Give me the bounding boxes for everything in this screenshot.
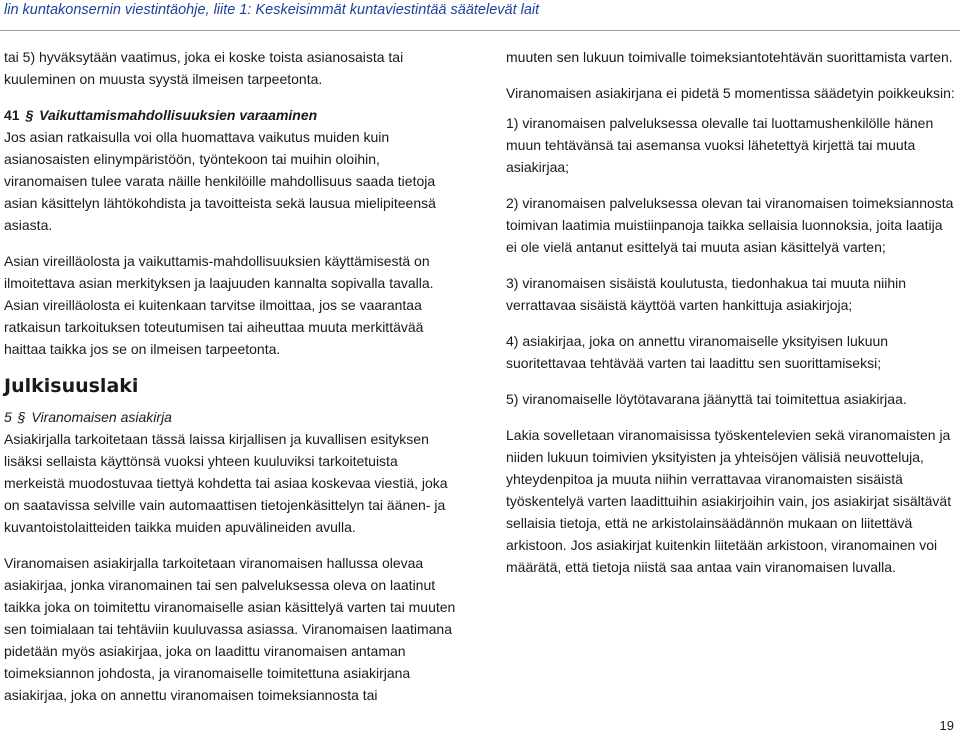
right-paragraph-last: Lakia sovelletaan viranomaisissa työskentelevien sekä viranomaisten ja niiden lukuun toimivien yksityisten ja yhteisöjen välisiä neuvotteluja, yhteydenpitoa ja muuta niihin verrattavaa viranomaisten sisäistä työskentelyä varten laadittuihin asiakirjoihin vain, jos asiakirjat sisältävät sellaisia tietoja, että ne arkistolainsäädännön mukaan on liitettävä arkistoon. Jos asiakirjat kuitenkin liitetään arkistoon, viranomainen voi määrätä, että tietoja niistä saa antaa vain viranomaisen luvalla. <box>506 427 952 575</box>
section-41-paragraph-1: Jos asian ratkaisulla voi olla huomattava vaikutus muiden kuin asianosaisten elinympäristöön, työntekoon tai muihin oloihin, viranomaisen tulee varata näille henkilöille mahdollisuus saada tietoja asian käsittelyn lähtökohdista ja tavoitteista sekä lausua mielipiteensä asiasta. <box>4 129 436 233</box>
section-5-paragraph-2: Viranomaisen asiakirjalla tarkoitetaan viranomaisen hallussa olevaa asiakirjaa, jonka viranomainen tai sen palveluksessa oleva on laatinut taikka joka on toimitettu viranomaiselle asian käsittelyä varten tai muuten sen toimialaan tai tehtäviin kuuluvassa asiassa. Viranomaisen laatimana pidetään myös asiakirjaa, joka on laadittu viranomaisen antaman toimeksiannon johdosta, ja viranomaiselle toimitettuna asiakirjana asiakirjaa, joka on annettu viranomaisen toimeksiannosta tai <box>4 555 456 703</box>
section-41-number: 41 <box>4 107 20 123</box>
section-symbol-icon: § <box>17 409 26 425</box>
section-41-title: Vaikuttamismahdollisuuksien varaaminen <box>39 107 318 123</box>
intro-paragraph: tai 5) hyväksytään vaatimus, joka ei koske toista asianosaista tai kuuleminen on muusta syystä ilmeisen tarpeetonta. <box>4 49 404 87</box>
law-title: Julkisuuslaki <box>4 375 139 397</box>
right-column <box>506 46 956 578</box>
section-5-heading <box>4 406 459 428</box>
left-column <box>4 46 459 706</box>
list-item: 2) viranomaisen palveluksessa olevan tai viranomaisen toimeksiannosta toimivan laatimia muistiinpanoja taikka sellaisia luonnoksia, joita laatija ei ole vielä antanut esittelyä tai muuta asian käsittelyä varten; <box>506 195 954 255</box>
list-item: 4) asiakirjaa, joka on annettu viranomaiselle yksityisen lukuun suoritettavaa tehtävää varten tai laadittu sen suorittamiseksi; <box>506 333 889 371</box>
right-paragraph-0: muuten sen lukuun toimivalle toimeksiantotehtävän suorittamista varten. <box>506 49 953 65</box>
section-41-heading <box>4 104 459 126</box>
section-5-paragraph-1: Asiakirjalla tarkoitetaan tässä laissa kirjallisen ja kuvallisen esityksen lisäksi sellaista käyttönsä vuoksi yhteen kuuluviksi tarkoitetuista merkeistä muodostuvaa tiettyä kohdetta tai asiaa koskevaa viestiä, joka on saatavissa selville vain automaattisen tietojenkäsittelyn tai äänen- ja kuvantoistolaitteiden taikka muiden apuvälineiden avulla. <box>4 431 448 535</box>
list-item: 5) viranomaiselle löytötavarana jäänyttä tai toimitettua asiakirjaa. <box>506 391 907 407</box>
section-5-title: Viranomaisen asiakirja <box>31 409 172 425</box>
section-5-number: 5 <box>4 409 12 425</box>
list-item: 3) viranomaisen sisäistä koulutusta, tiedonhakua tai muuta niihin verrattavaa sisäistä käyttöä varten hankittuja asiakirjoja; <box>506 275 907 313</box>
document-header: lin kuntakonsernin viestintäohje, liite 1: Keskeisimmät kuntaviestintää säätelevät lait <box>4 2 540 18</box>
header-divider <box>0 30 960 31</box>
section-symbol-icon: § <box>25 107 34 123</box>
page-number: 19 <box>939 718 954 733</box>
section-41-paragraph-2: Asian vireilläolosta ja vaikuttamis-mahdollisuuksien käyttämisestä on ilmoitettava asian merkityksen ja laajuuden kannalta sopivalla tavalla. Asian vireilläolosta ei kuitenkaan tarvitse ilmoittaa, jos se vaarantaa ratkaisun tarkoituksen toteutumisen tai aiheuttaa muuta merkittävää haittaa taikka jos se on ilmeisen tarpeetonta. <box>4 253 434 357</box>
list-item: 1) viranomaisen palveluksessa olevalle tai luottamushenkilölle hänen muun tehtävänsä tai asemansa vuoksi lähetettyä kirjettä tai muuta asiakirjaa; <box>506 115 934 175</box>
right-paragraph-1: Viranomaisen asiakirjana ei pidetä 5 momentissa säädetyin poikkeuksin: <box>506 85 955 101</box>
